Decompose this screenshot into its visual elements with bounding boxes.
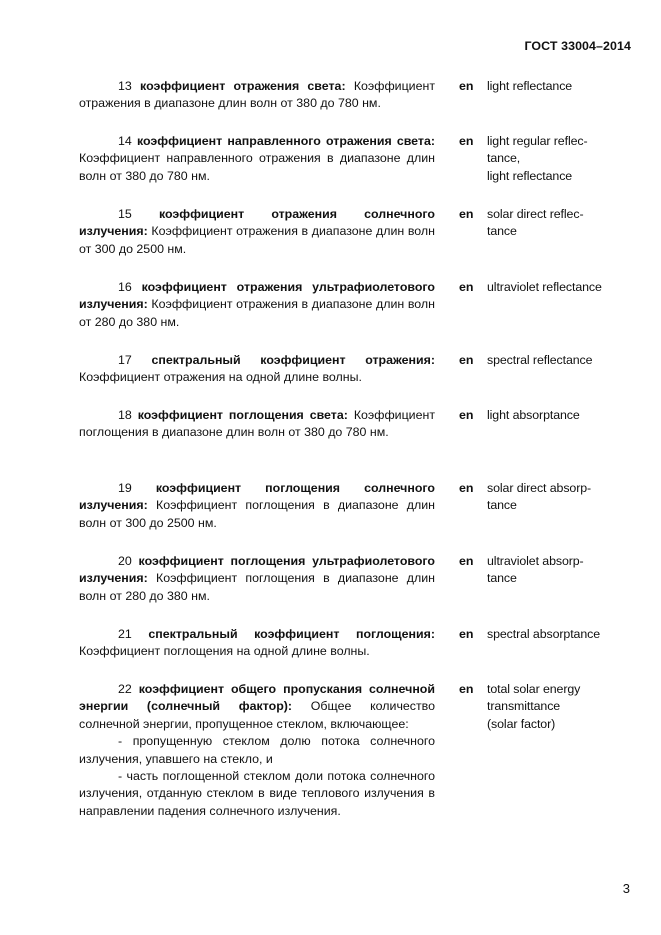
term-ru-text xyxy=(79,553,435,605)
term-name: коэффициент поглощения ультрафиолетового излучения: xyxy=(79,554,435,586)
term-definition: Общее количество солнечной энергии, пропущенное стеклом, включающее: xyxy=(79,699,435,731)
term-definition: Коэффициент направленного отражения в диапазоне длин волн от 380 до 780 нм. xyxy=(79,151,435,183)
term-number: 13 xyxy=(118,79,132,93)
term-en: spectral reflectance xyxy=(487,353,593,367)
language-code: en xyxy=(459,79,474,93)
term-ru-text xyxy=(79,78,435,113)
term-name: коэффициент поглощения солнечного излучения: xyxy=(79,481,435,513)
term-en: light reflectance xyxy=(487,79,573,93)
language-code: en xyxy=(459,408,474,422)
term-ru-text xyxy=(79,681,435,820)
term-definition: Коэффициент поглощения в диапазоне длин волн от 380 до 780 нм. xyxy=(79,408,435,440)
term-ru-text xyxy=(79,480,435,532)
term-name: коэффициент поглощения света: xyxy=(137,408,348,422)
term-number: 20 xyxy=(118,554,132,568)
term-number: 17 xyxy=(118,353,132,367)
term-name: коэффициент отражения ультрафиолетового излучения: xyxy=(79,280,435,312)
term-number: 19 xyxy=(118,481,132,495)
term-number: 21 xyxy=(118,627,132,641)
term-definition: Коэффициент поглощения в диапазоне длин волн от 300 до 2500 нм. xyxy=(79,498,435,530)
term-name: коэффициент отражения солнечного излучения: xyxy=(79,207,435,239)
term-en: spectral absorptance xyxy=(487,627,601,641)
term-en: total solar energy transmittance (solar factor) xyxy=(487,682,581,731)
term-number: 22 xyxy=(118,682,132,696)
term-number: 15 xyxy=(118,207,132,221)
term-ru-text xyxy=(79,352,435,387)
term-name: коэффициент отражения света: xyxy=(140,79,346,93)
term-en: solar direct reflec- tance xyxy=(487,207,584,239)
term-ru-text xyxy=(79,407,435,442)
term-en: solar direct absorp- tance xyxy=(487,481,592,513)
term-en: ultraviolet absorp- tance xyxy=(487,554,584,586)
term-ru-text xyxy=(79,279,435,331)
language-code: en xyxy=(459,134,474,148)
term-ru-text xyxy=(79,133,435,185)
term-name: коэффициент общего пропускания солнечной энергии (солнечный фактор): xyxy=(79,682,435,714)
definition-list-item: - пропущенную стеклом долю потока солнечного излучения, упавшего на стекло, и xyxy=(79,734,435,766)
term-number: 18 xyxy=(118,408,132,422)
term-name: спектральный коэффициент поглощения: xyxy=(148,627,435,641)
term-definition: Коэффициент отражения в диапазоне длин волн от 300 до 2500 нм. xyxy=(79,224,435,256)
term-number: 14 xyxy=(118,134,132,148)
language-code: en xyxy=(459,682,474,696)
term-en: light absorptance xyxy=(487,408,580,422)
term-definition: Коэффициент поглощения в диапазоне длин волн от 280 до 380 нм. xyxy=(79,571,435,603)
term-name: коэффициент направленного отражения света: xyxy=(136,134,435,148)
term-definition: Коэффициент отражения в диапазоне длин волн от 380 до 780 нм. xyxy=(79,79,435,111)
term-ru-text xyxy=(79,206,435,258)
page-number: 3 xyxy=(622,881,630,896)
language-code: en xyxy=(459,481,474,495)
term-ru-text xyxy=(79,626,435,661)
term-definition: Коэффициент отражения на одной длине волны. xyxy=(79,370,362,385)
term-definition: Коэффициент поглощения на одной длине волны. xyxy=(79,644,370,659)
term-name: спектральный коэффициент отражения: xyxy=(151,353,435,367)
term-definition: Коэффициент отражения в диапазоне длин волн от 280 до 380 нм. xyxy=(79,297,435,329)
term-en: ultraviolet reflectance xyxy=(487,280,602,294)
language-code: en xyxy=(459,207,474,221)
term-en: light regular reflec- tance, light reflectance xyxy=(487,134,588,183)
language-code: en xyxy=(459,280,474,294)
language-code: en xyxy=(459,627,474,641)
standard-designation: ГОСТ 33004–2014 xyxy=(524,39,631,53)
term-number: 16 xyxy=(118,280,132,294)
language-code: en xyxy=(459,353,474,367)
definition-list-item: - часть поглощенной стеклом доли потока солнечного излучения, отданную стеклом в виде теплового излучения в направлении падения солнечного излучения. xyxy=(79,769,435,818)
language-code: en xyxy=(459,554,474,568)
